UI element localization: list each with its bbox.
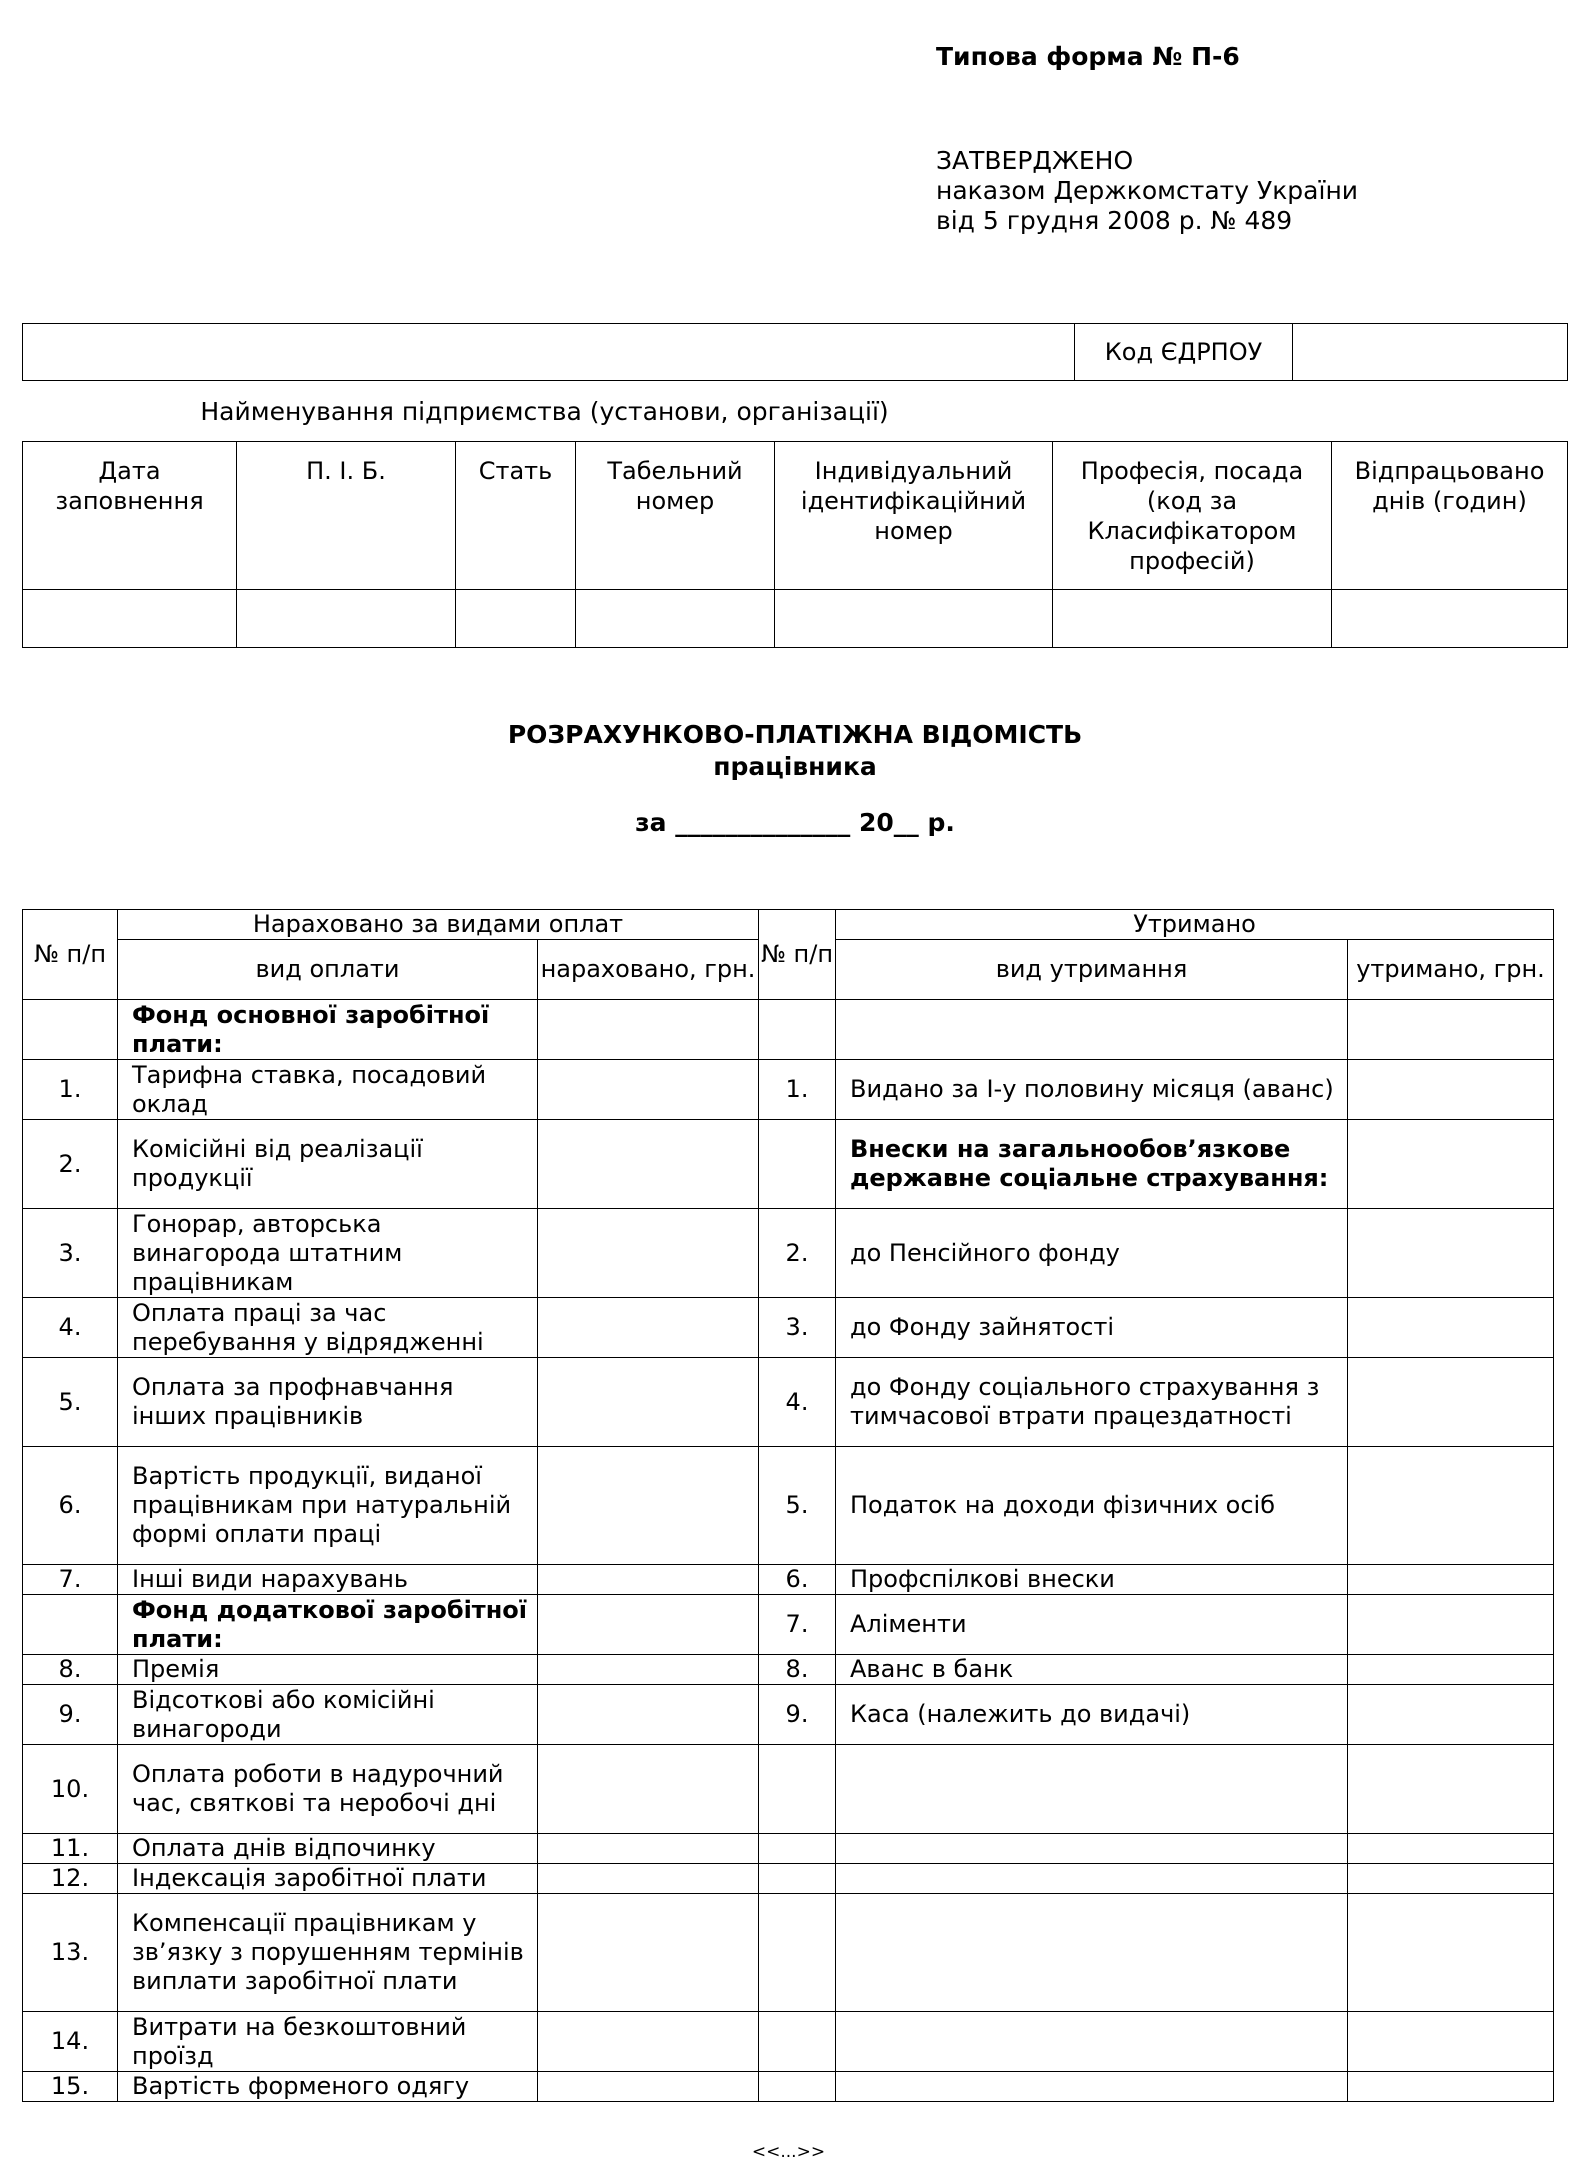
accrued-row-number <box>23 1000 118 1060</box>
accrued-amount-field[interactable] <box>538 1834 759 1864</box>
employee-value-4[interactable] <box>775 590 1053 648</box>
withheld-amount-field[interactable] <box>1348 1655 1554 1685</box>
employee-header-6: Відпрацьовано днів (годин) <box>1332 442 1568 590</box>
withheld-row-number <box>759 2072 836 2102</box>
approval-date: від 5 грудня 2008 р. № 489 <box>936 206 1293 235</box>
accrued-row-number: 1. <box>23 1060 118 1120</box>
withheld-amount-field[interactable] <box>1348 1209 1554 1298</box>
payroll-row <box>23 2012 1554 2072</box>
accrued-type-header: вид оплати <box>118 940 538 1000</box>
accrued-amount-field[interactable] <box>538 1685 759 1745</box>
withheld-type: Каса (належить до видачі) <box>836 1685 1348 1745</box>
withheld-group-header: Утримано <box>836 910 1554 940</box>
withheld-amount-field[interactable] <box>1348 2072 1554 2102</box>
accrued-amount-field[interactable] <box>538 1120 759 1209</box>
withheld-type: до Фонду зайнятості <box>836 1298 1348 1358</box>
accrued-amount-field[interactable] <box>538 1060 759 1120</box>
payroll-row <box>23 1209 1554 1298</box>
employee-value-0[interactable] <box>23 590 237 648</box>
accrued-type: Премія <box>118 1655 538 1685</box>
document-subtitle: працівника <box>713 752 877 781</box>
withheld-row-number: 9. <box>759 1685 836 1745</box>
accrued-row-number: 8. <box>23 1655 118 1685</box>
accrued-type: Тарифна ставка, посадовий оклад <box>118 1060 538 1120</box>
accrued-row-number: 14. <box>23 2012 118 2072</box>
withheld-row-number <box>759 1834 836 1864</box>
accrued-type: Оплата днів відпочинку <box>118 1834 538 1864</box>
accrued-type: Гонорар, авторська винагорода штатним працівникам <box>118 1209 538 1298</box>
accrued-type: Індексація заробітної плати <box>118 1864 538 1894</box>
withheld-type: Внески на загальнообов’язкове державне соціальне страхування: <box>836 1120 1348 1209</box>
accrued-type: Вартість продукції, виданої працівникам при натуральній формі оплати праці <box>118 1447 538 1565</box>
withheld-type <box>836 1894 1348 2012</box>
withheld-row-number: 6. <box>759 1565 836 1595</box>
accrued-amount-header: нараховано, грн. <box>538 940 759 1000</box>
accrued-amount-field[interactable] <box>538 1000 759 1060</box>
withheld-row-number <box>759 1864 836 1894</box>
withheld-type: Аліменти <box>836 1595 1348 1655</box>
payroll-row <box>23 1298 1554 1358</box>
withheld-type <box>836 2012 1348 2072</box>
accrued-row-number: 10. <box>23 1745 118 1834</box>
accrued-type: Оплата праці за час перебування у відрядженні <box>118 1298 538 1358</box>
accrued-amount-field[interactable] <box>538 1298 759 1358</box>
employee-value-1[interactable] <box>237 590 456 648</box>
accrued-amount-field[interactable] <box>538 2012 759 2072</box>
withheld-amount-field[interactable] <box>1348 1595 1554 1655</box>
employee-header-4: Індивідуальний ідентифікаційний номер <box>775 442 1053 590</box>
payroll-row <box>23 1864 1554 1894</box>
withheld-row-number: 2. <box>759 1209 836 1298</box>
employee-value-3[interactable] <box>576 590 775 648</box>
accrued-row-number: 12. <box>23 1864 118 1894</box>
withheld-row-number <box>759 1000 836 1060</box>
accrued-type: Компенсації працівникам у зв’язку з порушенням термінів виплати заробітної плати <box>118 1894 538 2012</box>
withheld-type <box>836 1745 1348 1834</box>
accrued-row-number: 2. <box>23 1120 118 1209</box>
payroll-row <box>23 1655 1554 1685</box>
accrued-amount-field[interactable] <box>538 1655 759 1685</box>
payroll-row <box>23 1565 1554 1595</box>
withheld-amount-field[interactable] <box>1348 1060 1554 1120</box>
payroll-row <box>23 1894 1554 2012</box>
payroll-row <box>23 2072 1554 2102</box>
payroll-row <box>23 1120 1554 1209</box>
withheld-type: Податок на доходи фізичних осіб <box>836 1447 1348 1565</box>
withheld-type: до Фонду соціального страхування з тимчасової втрати працездатності <box>836 1358 1348 1447</box>
withheld-amount-field[interactable] <box>1348 1000 1554 1060</box>
payroll-row <box>23 1060 1554 1120</box>
accrued-type: Оплата за профнавчання інших працівників <box>118 1358 538 1447</box>
withheld-row-number <box>759 1120 836 1209</box>
employee-table <box>22 441 1568 648</box>
payroll-row <box>23 1358 1554 1447</box>
accrued-row-number: 9. <box>23 1685 118 1745</box>
approval-title: ЗАТВЕРДЖЕНО <box>936 146 1134 175</box>
organization-name-field[interactable] <box>23 324 1075 381</box>
accrued-row-number <box>23 1595 118 1655</box>
withheld-amount-field[interactable] <box>1348 1894 1554 2012</box>
organization-table <box>22 323 1568 381</box>
withheld-row-number <box>759 1894 836 2012</box>
withheld-type: Профспілкові внески <box>836 1565 1348 1595</box>
edrpou-label: Код ЄДРПОУ <box>1075 324 1293 381</box>
document-title: РОЗРАХУНКОВО-ПЛАТІЖНА ВІДОМІСТЬ <box>507 720 1083 749</box>
approval-authority: наказом Держкомстату України <box>936 176 1359 205</box>
accrued-type: Комісійні від реалізації продукції <box>118 1120 538 1209</box>
withheld-amount-field[interactable] <box>1348 1447 1554 1565</box>
withheld-type: Видано за І-у половину місяця (аванс) <box>836 1060 1348 1120</box>
withheld-amount-field[interactable] <box>1348 1565 1554 1595</box>
withheld-amount-field[interactable] <box>1348 1745 1554 1834</box>
accrued-type: Витрати на безкоштовний проїзд <box>118 2012 538 2072</box>
accrued-row-number: 7. <box>23 1565 118 1595</box>
accrued-row-number: 3. <box>23 1209 118 1298</box>
payroll-row <box>23 1745 1554 1834</box>
accrued-type: Фонд основної заробітної плати: <box>118 1000 538 1060</box>
withheld-type <box>836 2072 1348 2102</box>
accrued-type: Оплата роботи в надурочний час, святкові та неробочі дні <box>118 1745 538 1834</box>
organization-caption: Найменування підприємства (установи, організації) <box>200 397 889 426</box>
withheld-row-number <box>759 1745 836 1834</box>
accrued-type: Відсоткові або комісійні винагороди <box>118 1685 538 1745</box>
document-period: за ______________ 20__ р. <box>635 808 955 837</box>
withheld-amount-field[interactable] <box>1348 1120 1554 1209</box>
withheld-amount-field[interactable] <box>1348 1864 1554 1894</box>
withheld-amount-header: утримано, грн. <box>1348 940 1554 1000</box>
accrued-num-header: № п/п <box>23 910 118 1000</box>
edrpou-field[interactable] <box>1293 324 1568 381</box>
employee-value-2[interactable] <box>456 590 576 648</box>
accrued-type: Вартість форменого одягу <box>118 2072 538 2102</box>
withheld-type <box>836 1864 1348 1894</box>
employee-header-2: Стать <box>456 442 576 590</box>
withheld-amount-field[interactable] <box>1348 1834 1554 1864</box>
payroll-row <box>23 1685 1554 1745</box>
withheld-type <box>836 1000 1348 1060</box>
accrued-row-number: 5. <box>23 1358 118 1447</box>
withheld-amount-field[interactable] <box>1348 2012 1554 2072</box>
withheld-num-header: № п/п <box>759 910 836 1000</box>
accrued-amount-field[interactable] <box>538 1894 759 2012</box>
withheld-type: до Пенсійного фонду <box>836 1209 1348 1298</box>
accrued-amount-field[interactable] <box>538 1447 759 1565</box>
accrued-amount-field[interactable] <box>538 1565 759 1595</box>
accrued-row-number: 6. <box>23 1447 118 1565</box>
accrued-amount-field[interactable] <box>538 1595 759 1655</box>
withheld-row-number <box>759 2012 836 2072</box>
accrued-row-number: 15. <box>23 2072 118 2102</box>
employee-value-5[interactable] <box>1053 590 1332 648</box>
payroll-row <box>23 1595 1554 1655</box>
accrued-amount-field[interactable] <box>538 2072 759 2102</box>
form-number: Типова форма № П-6 <box>936 42 1240 71</box>
withheld-row-number: 4. <box>759 1358 836 1447</box>
withheld-type-header: вид утримання <box>836 940 1348 1000</box>
employee-header-3: Табельний номер <box>576 442 775 590</box>
employee-value-6[interactable] <box>1332 590 1568 648</box>
accrued-amount-field[interactable] <box>538 1864 759 1894</box>
withheld-row-number: 3. <box>759 1298 836 1358</box>
withheld-type: Аванс в банк <box>836 1655 1348 1685</box>
withheld-row-number: 5. <box>759 1447 836 1565</box>
employee-header-1: П. І. Б. <box>237 442 456 590</box>
accrued-row-number: 4. <box>23 1298 118 1358</box>
withheld-amount-field[interactable] <box>1348 1358 1554 1447</box>
accrued-row-number: 11. <box>23 1834 118 1864</box>
payroll-row <box>23 1000 1554 1060</box>
accrued-amount-field[interactable] <box>538 1209 759 1298</box>
accrued-amount-field[interactable] <box>538 1358 759 1447</box>
withheld-type <box>836 1834 1348 1864</box>
accrued-row-number: 13. <box>23 1894 118 2012</box>
withheld-row-number: 7. <box>759 1595 836 1655</box>
withheld-amount-field[interactable] <box>1348 1685 1554 1745</box>
withheld-row-number: 1. <box>759 1060 836 1120</box>
accrued-type: Фонд додаткової заробітної плати: <box>118 1595 538 1655</box>
withheld-amount-field[interactable] <box>1348 1298 1554 1358</box>
withheld-row-number: 8. <box>759 1655 836 1685</box>
page-marker: <<...>> <box>751 2142 826 2162</box>
payroll-table <box>22 909 1554 2102</box>
payroll-row <box>23 1834 1554 1864</box>
employee-header-0: Дата заповнення <box>23 442 237 590</box>
accrued-group-header: Нараховано за видами оплат <box>118 910 759 940</box>
accrued-amount-field[interactable] <box>538 1745 759 1834</box>
approval-block <box>936 146 1358 236</box>
accrued-type: Інші види нарахувань <box>118 1565 538 1595</box>
payroll-row <box>23 1447 1554 1565</box>
employee-header-5: Професія, посада (код за Класифікатором професій) <box>1053 442 1332 590</box>
